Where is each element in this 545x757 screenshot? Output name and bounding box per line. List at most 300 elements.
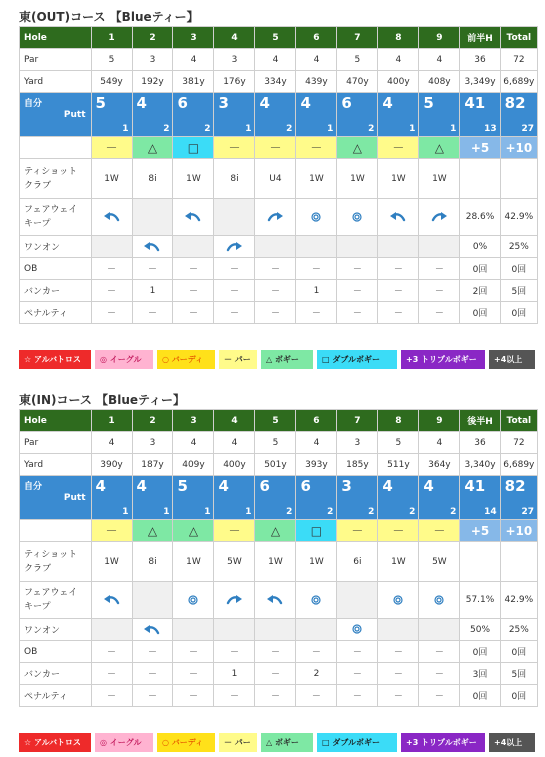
penalty-row-cell: － (419, 685, 460, 707)
tee-club-cell: 8i (214, 159, 255, 199)
score-cell: 41 13 (460, 93, 500, 137)
ob-row-cell: － (255, 641, 296, 663)
header-row-cell: Hole (20, 410, 92, 432)
bunker-row-cell: 1 (214, 663, 255, 685)
result-cell: － (91, 520, 132, 542)
tee-club-cell: 1W (296, 542, 337, 582)
result-legend-in (19, 733, 535, 752)
bunker-row-cell: 2回 (460, 280, 500, 302)
legend-double-bogey: □ ダブルボギー (317, 733, 397, 752)
fairway-left-arrow-icon (267, 596, 283, 606)
scorecard-table (19, 409, 538, 707)
ob-row-label: OB (20, 641, 92, 663)
fairway-hit-icon (188, 595, 198, 605)
one-on-cell (296, 619, 337, 641)
yard-row (20, 71, 538, 93)
one-on-hit-icon (352, 625, 362, 635)
fairway-cell (296, 582, 337, 619)
one-on-cell (173, 236, 214, 258)
par-row-cell: 72 (500, 432, 537, 454)
par-row (20, 432, 538, 454)
header-row-cell: 後半H (460, 410, 500, 432)
one-on-cell (419, 236, 460, 258)
yard-row-cell: 400y (214, 454, 255, 476)
ob-row-cell: － (337, 641, 378, 663)
out-course-section (19, 8, 538, 324)
par-row-cell: 3 (214, 49, 255, 71)
one-on-cell (173, 619, 214, 641)
header-row (20, 410, 538, 432)
one-on-left-arrow-icon (144, 242, 160, 252)
tee-club-cell (500, 159, 537, 199)
fairway-left-arrow-icon (104, 213, 120, 223)
header-row-cell: 5 (255, 410, 296, 432)
header-row-cell: 4 (214, 410, 255, 432)
ob-row-cell: 0回 (460, 258, 500, 280)
fairway-label: フェアウェイ キープ (20, 582, 92, 619)
fairway-cell (337, 582, 378, 619)
tee-club-cell: 8i (132, 159, 173, 199)
penalty-row-cell: － (132, 302, 173, 324)
score-row (20, 93, 538, 137)
fairway-cell (173, 199, 214, 236)
fairway-cell (132, 582, 173, 619)
fairway-rate: 42.9% (500, 582, 537, 619)
legend-eagle: ◎ イーグル (95, 350, 153, 369)
legend-eagle: ◎ イーグル (95, 733, 153, 752)
one-on-rate: 0% (460, 236, 500, 258)
ob-row-cell: － (419, 258, 460, 280)
ob-row-cell: － (378, 641, 419, 663)
one-on-label: ワンオン (20, 619, 92, 641)
score-cell: 82 27 (500, 476, 537, 520)
header-row-cell: 9 (419, 27, 460, 49)
in-course-section (19, 391, 538, 707)
legend-birdie: ○ バーディ (157, 350, 215, 369)
header-row-cell: 1 (91, 410, 132, 432)
header-row-cell: 2 (132, 410, 173, 432)
legend-bogey: △ ボギー (261, 733, 313, 752)
bunker-row-cell: 2 (296, 663, 337, 685)
score-cell: 5 1 (173, 476, 214, 520)
fairway-cell (255, 582, 296, 619)
yard-row (20, 454, 538, 476)
legend-birdie: ○ バーディ (157, 733, 215, 752)
score-cell: 3 1 (214, 93, 255, 137)
result-cell: △ (132, 520, 173, 542)
ob-row-cell: － (173, 641, 214, 663)
yard-row-cell: 6,689y (500, 454, 537, 476)
result-cell: △ (132, 137, 173, 159)
fairway-hit-icon (311, 212, 321, 222)
bunker-row-label: バンカー (20, 663, 92, 685)
header-row-cell: 8 (378, 27, 419, 49)
score-cell: 4 1 (91, 476, 132, 520)
par-row-cell: 3 (132, 432, 173, 454)
legend-quadruple-plus: +4以上 (489, 733, 535, 752)
bunker-row-label: バンカー (20, 280, 92, 302)
header-row-cell: 7 (337, 410, 378, 432)
result-cell: － (337, 520, 378, 542)
fairway-hit-icon (352, 212, 362, 222)
header-row-cell: 4 (214, 27, 255, 49)
par-row-cell: 5 (337, 49, 378, 71)
ob-row-cell: － (214, 258, 255, 280)
ob-row-label: OB (20, 258, 92, 280)
par-row-cell: 4 (255, 49, 296, 71)
bunker-row-cell: － (214, 280, 255, 302)
result-row (20, 137, 538, 159)
yard-row-cell: 400y (378, 71, 419, 93)
fairway-cell (214, 199, 255, 236)
score-cell: 3 2 (337, 476, 378, 520)
one-on-cell (91, 236, 132, 258)
result-cell: － (91, 137, 132, 159)
bunker-row-cell: － (255, 663, 296, 685)
result-cell: +5 (460, 137, 500, 159)
par-row-cell: Par (20, 432, 92, 454)
tee-club-cell: 5W (419, 542, 460, 582)
par-row-cell: 4 (378, 49, 419, 71)
tee-club-cell: 1W (173, 159, 214, 199)
ob-row (20, 641, 538, 663)
header-row-cell: Total (500, 410, 537, 432)
header-row-cell: 3 (173, 410, 214, 432)
score-cell: 4 2 (255, 93, 296, 137)
ob-row (20, 258, 538, 280)
one-on-cell (255, 619, 296, 641)
yard-row-cell: 381y (173, 71, 214, 93)
score-cell: 6 2 (173, 93, 214, 137)
ob-row-cell: － (132, 641, 173, 663)
result-cell: － (378, 137, 419, 159)
one-on-cell (378, 619, 419, 641)
player-label: 自分 Putt (20, 476, 92, 520)
yard-row-cell: 3,340y (460, 454, 500, 476)
legend-albatross: ☆ アルバトロス (19, 350, 91, 369)
penalty-row (20, 685, 538, 707)
yard-row-cell: 501y (255, 454, 296, 476)
fairway-cell (91, 199, 132, 236)
result-cell: □ (173, 137, 214, 159)
one-on-cell (378, 236, 419, 258)
penalty-row-cell: － (378, 302, 419, 324)
one-on-rate: 25% (500, 236, 537, 258)
yard-row-cell: 390y (91, 454, 132, 476)
fairway-right-arrow-icon (267, 213, 283, 223)
one-on-cell (132, 236, 173, 258)
yard-row-cell: 185y (337, 454, 378, 476)
ob-row-cell: － (296, 641, 337, 663)
one-on-row (20, 236, 538, 258)
fairway-rate: 42.9% (500, 199, 537, 236)
par-row-cell: 5 (378, 432, 419, 454)
yard-row-cell: 470y (337, 71, 378, 93)
fairway-cell (378, 199, 419, 236)
bunker-row-cell: － (132, 663, 173, 685)
ob-row-cell: 0回 (460, 641, 500, 663)
score-cell: 6 2 (337, 93, 378, 137)
score-cell: 6 2 (296, 476, 337, 520)
bunker-row (20, 280, 538, 302)
penalty-row-cell: 0回 (460, 302, 500, 324)
fairway-cell (419, 199, 460, 236)
legend-quadruple-plus: +4以上 (489, 350, 535, 369)
scorecard-table (19, 26, 538, 324)
one-on-cell (296, 236, 337, 258)
header-row-cell: 3 (173, 27, 214, 49)
result-cell: △ (337, 137, 378, 159)
bunker-row-cell: － (255, 280, 296, 302)
bunker-row-cell: － (419, 663, 460, 685)
yard-row-cell: 511y (378, 454, 419, 476)
penalty-row-cell: － (214, 685, 255, 707)
header-row-cell: 8 (378, 410, 419, 432)
one-on-cell (419, 619, 460, 641)
yard-row-cell: 364y (419, 454, 460, 476)
result-cell: － (378, 520, 419, 542)
penalty-row-cell: － (173, 302, 214, 324)
score-cell: 82 27 (500, 93, 537, 137)
tee-club-cell: 1W (337, 159, 378, 199)
tee-club-cell: 1W (296, 159, 337, 199)
fairway-rate: 28.6% (460, 199, 500, 236)
result-cell: △ (419, 137, 460, 159)
par-row-cell: 5 (255, 432, 296, 454)
result-cell: +10 (500, 137, 537, 159)
yard-row-cell: 408y (419, 71, 460, 93)
par-row-cell: 72 (500, 49, 537, 71)
legend-double-bogey: □ ダブルボギー (317, 350, 397, 369)
ob-row-cell: － (337, 258, 378, 280)
penalty-row-cell: － (132, 685, 173, 707)
header-row (20, 27, 538, 49)
ob-row-cell: 0回 (500, 641, 537, 663)
tee-label: ティショット クラブ (20, 542, 92, 582)
header-row-cell: 9 (419, 410, 460, 432)
ob-row-cell: － (173, 258, 214, 280)
par-row-cell: 4 (214, 432, 255, 454)
penalty-row-cell: － (255, 685, 296, 707)
penalty-row (20, 302, 538, 324)
penalty-row-cell: － (337, 685, 378, 707)
penalty-row-cell: － (173, 685, 214, 707)
fairway-row (20, 199, 538, 236)
bunker-row-cell: － (337, 663, 378, 685)
result-cell: － (296, 137, 337, 159)
par-row-cell: 5 (91, 49, 132, 71)
fairway-cell (214, 582, 255, 619)
penalty-row-cell: － (255, 302, 296, 324)
one-on-rate: 25% (500, 619, 537, 641)
bunker-row-cell: － (173, 280, 214, 302)
par-row-cell: 36 (460, 49, 500, 71)
result-legend-out (19, 350, 535, 369)
bunker-row-cell: 3回 (460, 663, 500, 685)
yard-row-cell: 192y (132, 71, 173, 93)
par-row-cell: 4 (173, 49, 214, 71)
yard-row-cell: Yard (20, 71, 92, 93)
fairway-hit-icon (393, 595, 403, 605)
yard-row-cell: 176y (214, 71, 255, 93)
par-row-cell: 3 (337, 432, 378, 454)
result-cell: +5 (460, 520, 500, 542)
penalty-row-cell: － (337, 302, 378, 324)
tee-club-row (20, 159, 538, 199)
header-row-cell: Total (500, 27, 537, 49)
score-cell: 4 2 (132, 93, 173, 137)
penalty-row-cell: － (214, 302, 255, 324)
player-label: 自分 Putt (20, 93, 92, 137)
yard-row-cell: 409y (173, 454, 214, 476)
tee-club-cell (460, 542, 500, 582)
yard-row-cell: 187y (132, 454, 173, 476)
legend-par: － パー (219, 733, 257, 752)
tee-club-cell: 1W (173, 542, 214, 582)
tee-club-cell: 1W (91, 542, 132, 582)
legend-triple-bogey: +3 トリプルボギー (401, 350, 485, 369)
fairway-hit-icon (311, 595, 321, 605)
par-row-cell: 4 (296, 49, 337, 71)
result-cell: △ (255, 520, 296, 542)
yard-row-cell: 549y (91, 71, 132, 93)
one-on-cell (255, 236, 296, 258)
course-title: 東(OUT)コース 【Blueティー】 (19, 10, 199, 24)
tee-club-cell: 1W (91, 159, 132, 199)
score-cell: 4 1 (296, 93, 337, 137)
fairway-cell (132, 199, 173, 236)
one-on-cell (132, 619, 173, 641)
bunker-row-cell: 1 (296, 280, 337, 302)
legend-par: － パー (219, 350, 257, 369)
bunker-row-cell: － (91, 280, 132, 302)
fairway-label: フェアウェイ キープ (20, 199, 92, 236)
fairway-rate: 57.1% (460, 582, 500, 619)
score-cell: 4 1 (132, 476, 173, 520)
penalty-row-cell: 0回 (460, 685, 500, 707)
par-row-cell: 4 (296, 432, 337, 454)
bunker-row-cell: － (337, 280, 378, 302)
legend-albatross: ☆ アルバトロス (19, 733, 91, 752)
fairway-left-arrow-icon (390, 213, 406, 223)
fairway-hit-icon (434, 595, 444, 605)
one-on-left-arrow-icon (144, 625, 160, 635)
fairway-cell (296, 199, 337, 236)
fairway-cell (255, 199, 296, 236)
par-row-cell: 4 (419, 49, 460, 71)
result-cell: +10 (500, 520, 537, 542)
score-cell: 4 2 (378, 476, 419, 520)
penalty-row-cell: － (296, 685, 337, 707)
result-cell: － (255, 137, 296, 159)
one-on-label: ワンオン (20, 236, 92, 258)
result-cell: － (214, 137, 255, 159)
result-cell: □ (296, 520, 337, 542)
fairway-cell (378, 582, 419, 619)
one-on-row (20, 619, 538, 641)
penalty-row-cell: － (419, 302, 460, 324)
ob-row-cell: － (132, 258, 173, 280)
fairway-right-arrow-icon (226, 596, 242, 606)
penalty-row-cell: － (296, 302, 337, 324)
ob-row-cell: 0回 (500, 258, 537, 280)
tee-club-cell: 1W (255, 542, 296, 582)
par-row-cell: 4 (91, 432, 132, 454)
yard-row-cell: 334y (255, 71, 296, 93)
bunker-row (20, 663, 538, 685)
one-on-cell (214, 236, 255, 258)
tee-club-cell: 1W (419, 159, 460, 199)
par-row-cell: 36 (460, 432, 500, 454)
bunker-row-cell: － (419, 280, 460, 302)
par-row-cell: 4 (173, 432, 214, 454)
penalty-row-label: ペナルティ (20, 685, 92, 707)
yard-row-cell: 6,689y (500, 71, 537, 93)
one-on-right-arrow-icon (226, 242, 242, 252)
tee-club-row (20, 542, 538, 582)
ob-row-cell: － (91, 258, 132, 280)
tee-label: ティショット クラブ (20, 159, 92, 199)
par-row-cell: 3 (132, 49, 173, 71)
bunker-row-cell: 5回 (500, 280, 537, 302)
ob-row-cell: － (91, 641, 132, 663)
header-row-cell: Hole (20, 27, 92, 49)
result-cell: － (419, 520, 460, 542)
result-row (20, 520, 538, 542)
yard-row-cell: 393y (296, 454, 337, 476)
ob-row-cell: － (214, 641, 255, 663)
penalty-row-cell: 0回 (500, 685, 537, 707)
yard-row-cell: Yard (20, 454, 92, 476)
tee-club-cell: 1W (378, 159, 419, 199)
header-row-cell: 6 (296, 27, 337, 49)
ob-row-cell: － (419, 641, 460, 663)
one-on-rate: 50% (460, 619, 500, 641)
one-on-cell (337, 236, 378, 258)
score-cell: 4 1 (378, 93, 419, 137)
tee-club-cell: 5W (214, 542, 255, 582)
par-row-cell: Par (20, 49, 92, 71)
bunker-row-cell: － (91, 663, 132, 685)
bunker-row-cell: － (173, 663, 214, 685)
result-cell: － (214, 520, 255, 542)
fairway-cell (419, 582, 460, 619)
fairway-left-arrow-icon (104, 596, 120, 606)
score-cell: 41 14 (460, 476, 500, 520)
yard-row-cell: 439y (296, 71, 337, 93)
fairway-cell (337, 199, 378, 236)
score-cell: 4 2 (419, 476, 460, 520)
fairway-left-arrow-icon (185, 213, 201, 223)
score-cell: 6 2 (255, 476, 296, 520)
tee-club-cell (460, 159, 500, 199)
score-cell: 4 1 (214, 476, 255, 520)
bunker-row-cell: － (378, 280, 419, 302)
penalty-row-cell: － (91, 302, 132, 324)
par-row (20, 49, 538, 71)
penalty-row-cell: 0回 (500, 302, 537, 324)
ob-row-cell: － (378, 258, 419, 280)
fairway-row (20, 582, 538, 619)
tee-club-cell: 8i (132, 542, 173, 582)
result-cell: △ (173, 520, 214, 542)
bunker-row-cell: － (378, 663, 419, 685)
one-on-cell (337, 619, 378, 641)
ob-row-cell: － (255, 258, 296, 280)
par-row-cell: 4 (419, 432, 460, 454)
one-on-cell (91, 619, 132, 641)
header-row-cell: 7 (337, 27, 378, 49)
